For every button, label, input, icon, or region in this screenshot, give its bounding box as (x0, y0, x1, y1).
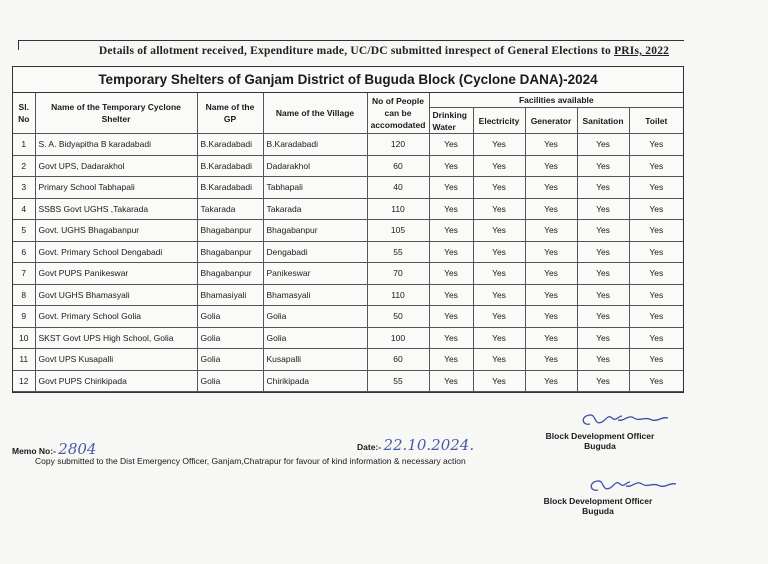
row-village: B.Karadabadi (263, 134, 367, 156)
row-toilet: Yes (629, 155, 683, 177)
col-header-village: Name of the Village (263, 93, 367, 134)
row-people: 105 (367, 220, 429, 242)
row-electricity: Yes (473, 327, 525, 349)
col-header-people: No of People can be accomodated (367, 93, 429, 134)
row-shelter-name: Govt. UGHS Bhagabanpur (35, 220, 197, 242)
table-row (13, 306, 683, 328)
row-drinking-water: Yes (429, 370, 473, 392)
row-gp: Bhagabanpur (197, 220, 263, 242)
row-toilet: Yes (629, 220, 683, 242)
row-toilet: Yes (629, 370, 683, 392)
row-toilet: Yes (629, 198, 683, 220)
row-sanitation: Yes (577, 155, 629, 177)
row-village: Tabhapali (263, 177, 367, 199)
copy-note: Copy submitted to the Dist Emergency Officer, Ganjam,Chatrapur for favour of kind information & necessary action (35, 456, 466, 466)
row-electricity: Yes (473, 349, 525, 371)
row-drinking-water: Yes (429, 220, 473, 242)
table-row (13, 220, 683, 242)
row-electricity: Yes (473, 370, 525, 392)
table-row (13, 198, 683, 220)
date-label: Date:- (357, 442, 382, 452)
row-sl: 4 (13, 198, 35, 220)
row-shelter-name: SSBS Govt UGHS ,Takarada (35, 198, 197, 220)
row-sanitation: Yes (577, 241, 629, 263)
row-village: Golia (263, 306, 367, 328)
row-gp: Golia (197, 370, 263, 392)
row-drinking-water: Yes (429, 306, 473, 328)
officer-place-2: Buguda (582, 506, 614, 516)
row-people: 70 (367, 263, 429, 285)
row-sl: 1 (13, 134, 35, 156)
row-gp: Bhagabanpur (197, 263, 263, 285)
table-row (13, 241, 683, 263)
row-drinking-water: Yes (429, 241, 473, 263)
row-generator: Yes (525, 177, 577, 199)
row-drinking-water: Yes (429, 327, 473, 349)
col-header-toilet: Toilet (629, 108, 683, 134)
row-village: Kusapalli (263, 349, 367, 371)
row-electricity: Yes (473, 306, 525, 328)
table-row (13, 263, 683, 285)
row-sanitation: Yes (577, 220, 629, 242)
row-sanitation: Yes (577, 198, 629, 220)
row-shelter-name: SKST Govt UPS High School, Golia (35, 327, 197, 349)
shelter-table-box (12, 66, 684, 393)
officer-place-1: Buguda (584, 441, 616, 451)
row-drinking-water: Yes (429, 349, 473, 371)
row-gp: Takarada (197, 198, 263, 220)
row-village: Dengabadi (263, 241, 367, 263)
row-people: 55 (367, 241, 429, 263)
row-gp: B.Karadabadi (197, 177, 263, 199)
row-people: 50 (367, 306, 429, 328)
row-electricity: Yes (473, 134, 525, 156)
row-sl: 10 (13, 327, 35, 349)
cut-off-header-text (0, 45, 768, 57)
row-sl: 9 (13, 306, 35, 328)
row-drinking-water: Yes (429, 263, 473, 285)
row-sl: 7 (13, 263, 35, 285)
row-generator: Yes (525, 284, 577, 306)
row-village: Takarada (263, 198, 367, 220)
row-electricity: Yes (473, 177, 525, 199)
page-title: Temporary Shelters of Ganjam District of Buguda Block (Cyclone DANA)-2024 (13, 67, 683, 93)
shelter-table (13, 93, 683, 392)
row-toilet: Yes (629, 263, 683, 285)
row-generator: Yes (525, 198, 577, 220)
row-toilet: Yes (629, 306, 683, 328)
table-row (13, 370, 683, 392)
row-gp: B.Karadabadi (197, 134, 263, 156)
row-sanitation: Yes (577, 327, 629, 349)
row-generator: Yes (525, 327, 577, 349)
col-header-facilities: Facilities available (429, 93, 683, 108)
row-generator: Yes (525, 349, 577, 371)
row-generator: Yes (525, 134, 577, 156)
row-people: 40 (367, 177, 429, 199)
row-sanitation: Yes (577, 349, 629, 371)
row-village: Golia (263, 327, 367, 349)
row-shelter-name: Govt. Primary School Dengabadi (35, 241, 197, 263)
row-gp: Golia (197, 327, 263, 349)
row-gp: Golia (197, 306, 263, 328)
date-value: 22.10.2024. (383, 436, 475, 454)
header-prefix: Details of allotment received, Expenditure made, UC/DC submitted inrespect of General Elections to (98, 45, 615, 57)
row-shelter-name: Govt. Primary School Golia (35, 306, 197, 328)
row-generator: Yes (525, 370, 577, 392)
row-shelter-name: Govt UPS, Dadarakhol (35, 155, 197, 177)
row-sl: 11 (13, 349, 35, 371)
row-sanitation: Yes (577, 177, 629, 199)
row-shelter-name: S. A. Bidyapitha B karadabadi (35, 134, 197, 156)
row-sanitation: Yes (577, 263, 629, 285)
officer-title-1: Block Development Officer (545, 431, 655, 441)
row-electricity: Yes (473, 263, 525, 285)
table-row (13, 177, 683, 199)
row-sanitation: Yes (577, 134, 629, 156)
row-generator: Yes (525, 241, 577, 263)
row-drinking-water: Yes (429, 284, 473, 306)
table-row (13, 327, 683, 349)
row-toilet: Yes (629, 134, 683, 156)
row-shelter-name: Govt PUPS Panikeswar (35, 263, 197, 285)
row-generator: Yes (525, 220, 577, 242)
header-emph: PRIs, 2022 (614, 45, 670, 57)
row-sanitation: Yes (577, 284, 629, 306)
row-shelter-name: Govt UGHS Bhamasyali (35, 284, 197, 306)
row-gp: Bhamasiyali (197, 284, 263, 306)
row-drinking-water: Yes (429, 198, 473, 220)
row-sl: 8 (13, 284, 35, 306)
signature-block-2 (533, 496, 663, 516)
row-toilet: Yes (629, 349, 683, 371)
row-generator: Yes (525, 155, 577, 177)
col-header-sl: Sl. No (13, 93, 35, 134)
row-gp: B.Karadabadi (197, 155, 263, 177)
row-village: Dadarakhol (263, 155, 367, 177)
row-people: 60 (367, 349, 429, 371)
row-shelter-name: Primary School Tabhapali (35, 177, 197, 199)
row-sl: 2 (13, 155, 35, 177)
row-village: Chirikipada (263, 370, 367, 392)
row-toilet: Yes (629, 327, 683, 349)
col-header-gp: Name of the GP (197, 93, 263, 134)
row-village: Bhamasyali (263, 284, 367, 306)
row-electricity: Yes (473, 220, 525, 242)
row-sl: 12 (13, 370, 35, 392)
row-electricity: Yes (473, 284, 525, 306)
row-generator: Yes (525, 263, 577, 285)
row-people: 55 (367, 370, 429, 392)
date-line (357, 436, 474, 454)
row-sl: 5 (13, 220, 35, 242)
officer-title-2: Block Development Officer (543, 496, 653, 506)
table-row (13, 134, 683, 156)
col-header-drinking: Drinking Water (429, 108, 473, 134)
table-row (13, 155, 683, 177)
row-people: 60 (367, 155, 429, 177)
row-gp: Bhagabanpur (197, 241, 263, 263)
row-people: 120 (367, 134, 429, 156)
col-header-name: Name of the Temporary Cyclone Shelter (35, 93, 197, 134)
row-sl: 6 (13, 241, 35, 263)
col-header-sanitation: Sanitation (577, 108, 629, 134)
row-electricity: Yes (473, 155, 525, 177)
row-drinking-water: Yes (429, 155, 473, 177)
row-shelter-name: Govt UPS Kusapalli (35, 349, 197, 371)
col-header-electricity: Electricity (473, 108, 525, 134)
row-toilet: Yes (629, 177, 683, 199)
row-generator: Yes (525, 306, 577, 328)
row-village: Bhagabanpur (263, 220, 367, 242)
row-sanitation: Yes (577, 370, 629, 392)
row-toilet: Yes (629, 284, 683, 306)
row-gp: Golia (197, 349, 263, 371)
row-shelter-name: Govt PUPS Chirikipada (35, 370, 197, 392)
memo-label: Memo No:- (12, 446, 56, 456)
row-electricity: Yes (473, 198, 525, 220)
row-electricity: Yes (473, 241, 525, 263)
row-drinking-water: Yes (429, 134, 473, 156)
row-people: 110 (367, 198, 429, 220)
table-row (13, 284, 683, 306)
row-drinking-water: Yes (429, 177, 473, 199)
row-people: 100 (367, 327, 429, 349)
col-header-generator: Generator (525, 108, 577, 134)
row-people: 110 (367, 284, 429, 306)
table-body (13, 134, 683, 392)
row-sanitation: Yes (577, 306, 629, 328)
row-toilet: Yes (629, 241, 683, 263)
memo-number: 2804 (58, 440, 97, 458)
table-row (13, 349, 683, 371)
row-sl: 3 (13, 177, 35, 199)
signature-block-1 (535, 431, 665, 451)
row-village: Panikeswar (263, 263, 367, 285)
header-rule (18, 40, 684, 41)
